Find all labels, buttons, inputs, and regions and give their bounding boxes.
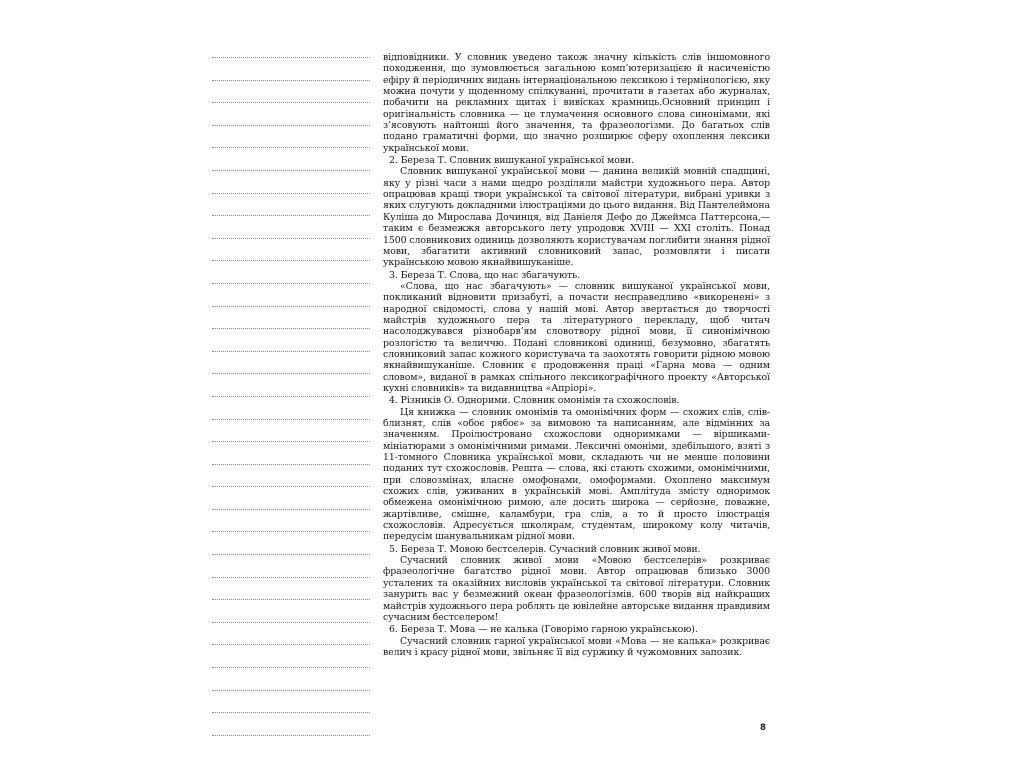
- note-line: [212, 215, 370, 216]
- note-line: [212, 351, 370, 352]
- note-line: [212, 373, 370, 374]
- paragraph: відповідники. У словник уведено також значну кількість слів іншомовного походження, що зумовлюється загальною комп’ютеризацією й насиченістю ефіру й періодичних видань інтернаціональною лексикою і термінологією, яку можна почути у щоденному спілкуванні, прочитати в газетах або журналах, побачити на рекламних щитах і вивісках крамниць.Основний принцип і оригінальність словника — це тлумачення основного слова синонімами, які з’ясовують найтонші його значення, та фразеологізми. До багатьох слів подано граматичні форми, що значно розширює сферу охоплення лексики української мови.: [383, 52, 770, 154]
- note-line: [212, 509, 370, 510]
- dictionary-entry-title: 2. Береза Т. Словник вишуканої української мови.: [389, 155, 634, 167]
- paragraph: Сучасний словник гарної української мови «Мова — не калька» розкриває велич і красу рідної мови, звільняє її від суржику й чужомовних запозик.: [383, 635, 770, 658]
- note-line: [212, 735, 370, 736]
- paragraph: Словник вишуканої української мови — данина великій мовній спадщині, яку у різні часи з нами щедро розділяли майстри художнього пера. Автор опрацював кращі твори української та світової літератури, вибрані уривки з яких слугують докладними ілюстраціями до цього видання. Від Пантелеймона Куліша до Мирослава Дочинця, від Даніеля Дефо до Джеймса Паттерсона,— таким є безмежжя авторського лету упродовж XVIII — XXI століть. Понад 1500 словникових одиниць дозволяють користувачам поглибити знання рідної мови, збагатити активний словниковий запас, розмовляти і писати українською мовою якнайвишуканіше.: [383, 166, 770, 269]
- note-line: [212, 690, 370, 691]
- note-line: [212, 464, 370, 465]
- dictionary-entry-title: 6. Береза Т. Мова — не калька (Говорімо гарною українською).: [389, 624, 698, 636]
- dictionary-entry-title: 5. Береза Т. Мовою бестселерів. Сучасний словник живої мови.: [389, 543, 701, 555]
- note-line: [212, 328, 370, 329]
- note-line: [212, 283, 370, 284]
- note-line: [212, 667, 370, 668]
- note-line: [212, 419, 370, 420]
- paragraph: Ця книжка — словник омонімів та омонімічних форм — схожих слів, слів-близнят, слів «обоє рябоє» за вимовою та написанням, але відмінних за значенням. Проілюстровано схожослови одноримками — віршиками-мініатюрами з омонімічними римами. Лексичні омоніми, здебільшого, взяті з 11-томного Словника української мови, складають чи не менше половини поданих тут схожословів. Решта — слова, які стають схожими, омонімічними, при словозмінах, власне омофонами, омоформами. Охоплено максимум схожих слів, уживаних в українській мові. Амплітуда змісту одноримок обмежена омонімічною римою, але досить широка — серйозне, поважне, жартівливе, смішне, каламбури, гра слів, а то й просто ілюстрація схожословів. Адресується школярам, студентам, широкому колу читачів, передусім шанувальникам рідної мови.: [383, 406, 770, 543]
- paragraph: «Слова, що нас збагачують» — словник вишуканої української мови, покликаний відновити призабуті, а почасти несправедливо «викоренені» з народної свідомості, слова у нашій мові. Автор звертається до творчості майстрів художнього пера та літературного перекладу, щоб читач насолоджувався різнобарв’ям словотвору рідної мови, її синонімічною розлогістю та величчю. Подані словникові одиниці, безумовно, збагатять словниковий запас кожного користувача та заохотять говорити рідною мовою якнайвишуканіше. Словник є продовження праці «Гарна мова — одним словом», виданої в рамках спільного лексикографічного проекту «Авторської кухні словників» та видавництва «Апріорі».: [383, 280, 770, 394]
- page-number: 8: [760, 723, 766, 733]
- note-line: [212, 306, 370, 307]
- note-line: [212, 554, 370, 555]
- note-line: [212, 125, 370, 126]
- note-line: [212, 644, 370, 645]
- note-line: [212, 238, 370, 239]
- note-line: [212, 577, 370, 578]
- note-line: [212, 193, 370, 194]
- note-line: [212, 170, 370, 171]
- note-line: [212, 712, 370, 713]
- article-body: [383, 52, 770, 658]
- note-line: [212, 147, 370, 148]
- note-lines: [212, 57, 370, 757]
- note-line: [212, 599, 370, 600]
- note-line: [212, 57, 370, 58]
- note-line: [212, 80, 370, 81]
- note-line: [212, 102, 370, 103]
- paragraph: Сучасний словник живої мови «Мовою бестселерів» розкриває фразеологічне багатство рідної мови. Автор опрацював близько 3000 усталених та оказійних висловів української та світової літератури. Словник занурить вас у безмежний океан фразеологізмів. 600 творів від найкращих майстрів художнього пера роблять це ювілейне авторське видання правдивим сучасним бестселером!: [383, 555, 770, 623]
- dictionary-entry-title: 4. Різників О. Однорими. Словник омонімів та схожословів.: [389, 395, 680, 407]
- note-line: [212, 441, 370, 442]
- dictionary-entry-title: 3. Береза Т. Слова, що нас збагачують.: [389, 269, 581, 281]
- note-line: [212, 260, 370, 261]
- note-line: [212, 486, 370, 487]
- note-line: [212, 622, 370, 623]
- note-line: [212, 531, 370, 532]
- note-line: [212, 396, 370, 397]
